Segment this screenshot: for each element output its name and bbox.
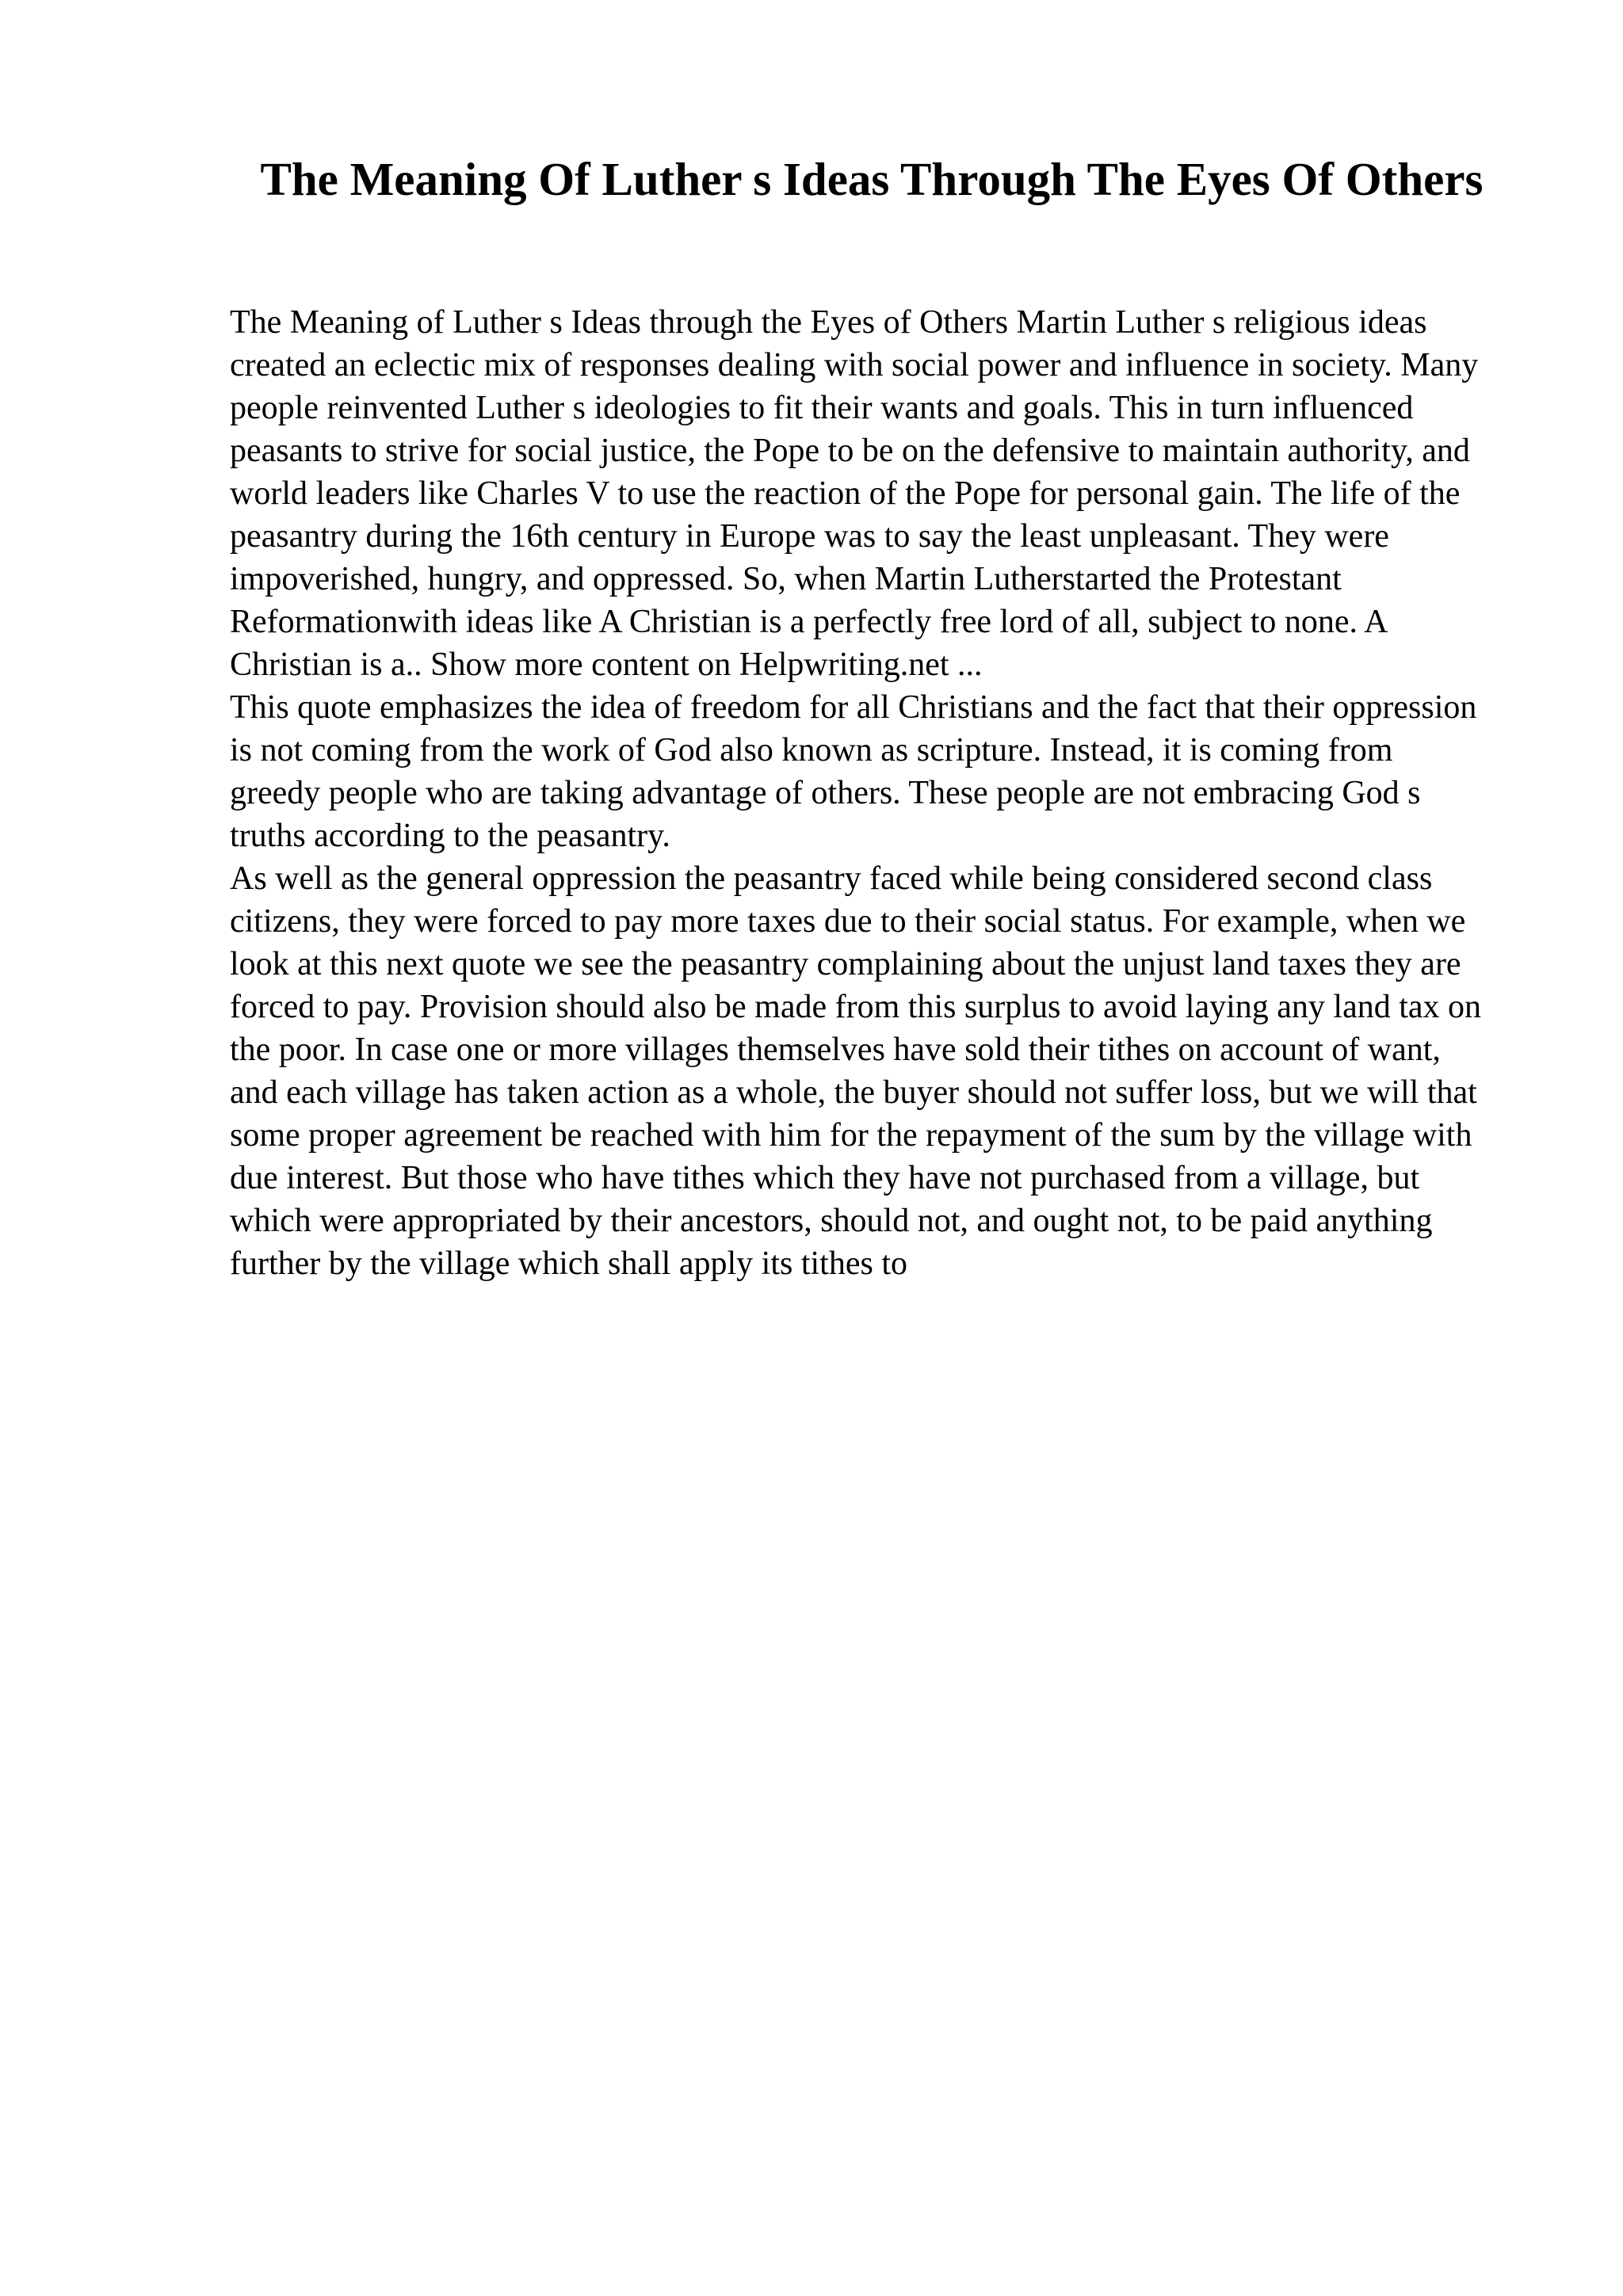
paragraph-1: The Meaning of Luther s Ideas through the Eyes of Others Martin Luther s religious ideas created an eclectic mix of responses dealing with social power and influence in society. Many people reinvented Luther s ideologies to fit their wants and goals. This in turn influenced peasants to strive for social justice, the Pope to be on the defensive to maintain authority, and world leaders like Charles V to use the reaction of the Pope for personal gain. The life of the peasantry during the 16th century in Europe was to say the least unpleasant. They were impoverished, hungry, and oppressed. So, when Martin Lutherstarted the Protestant Reformationwith ideas like A Christian is a perfectly free lord of all, subject to none. A Christian is a.. Show more content on Helpwriting.net ... bbox=[230, 304, 1479, 683]
paragraph-3: As well as the general oppression the peasantry faced while being considered second class citizens, they were forced to pay more taxes due to their social status. For example, when we look at this next quote we see the peasantry complaining about the unjust land taxes they are forced to pay. Provision should also be made from this surplus to avoid laying any land tax on the poor. In case one or more villages themselves have sold their tithes on account of want, and each village has taken action as a whole, the buyer should not suffer loss, but we will that some proper agreement be reached with him for the repayment of the sum by the village with due interest. But those who have tithes which they have not purchased from a village, but which were appropriated by their ancestors, should not, and ought not, to be paid anything further by the village which shall apply its tithes to bbox=[230, 860, 1482, 1282]
document-title: The Meaning Of Luther s Ideas Through The Eyes Of Others bbox=[260, 153, 1484, 205]
document-body bbox=[230, 301, 1490, 1285]
paragraph-2: This quote emphasizes the idea of freedom for all Christians and the fact that their oppression is not coming from the work of God also known as scripture. Instead, it is coming from greedy people who are taking advantage of others. These people are not embracing God s truths according to the peasantry. bbox=[230, 689, 1477, 854]
